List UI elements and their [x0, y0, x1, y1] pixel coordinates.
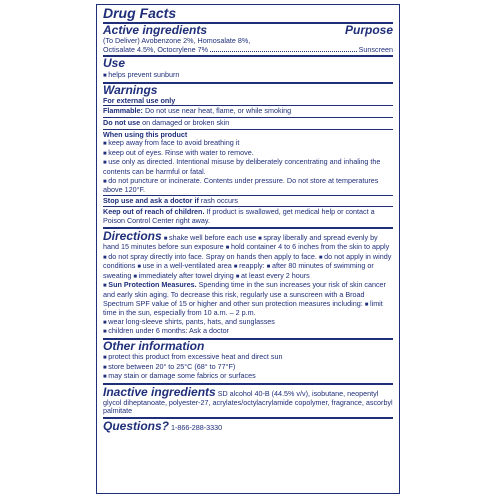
direction-item: ■ reapply: [234, 261, 265, 270]
questions-heading: Questions? [103, 419, 170, 433]
inactive-heading: Inactive ingredients [103, 384, 216, 399]
direction-item: ■ hold container 4 to 6 inches from the skin to apply [226, 242, 390, 251]
other-item: ■ store between 20° to 25°C (68° to 77°F) [103, 363, 393, 373]
active-line-2: Octisalate 4.5%, Octocrylene 7% [103, 44, 209, 54]
directions-heading: Directions [103, 228, 162, 243]
questions-section [103, 417, 393, 433]
use-item: ■ helps prevent sunburn [103, 70, 393, 82]
inactive-ingredients-section [103, 383, 393, 417]
direction-item: ■ shake well before each use [164, 233, 256, 242]
use-heading: Use [103, 56, 126, 71]
active-ingredients-section [103, 22, 393, 55]
directions-section [103, 227, 393, 339]
children-direction: ■ children under 6 months: Ask a doctor [103, 327, 393, 338]
panel-title: Drug Facts [103, 5, 177, 21]
direction-item: ■ do not spray directly into face. Spray on hands then apply to face. [103, 252, 317, 261]
when-using: When using this product ■ keep away from face to avoid breathing it ■ keep out of eyes. Rinse with water to remove. ■ use only as directed. Intentional misuse by deliberately concentrating and inhaling the contents can be harmful or fatal. ■ do not puncture or incinerate. Contents under pressure. Do not store at temperatures above 120°F. [103, 129, 393, 195]
drug-facts-panel [96, 4, 400, 494]
sun-protection-measures: ■ Sun Protection Measures. Spending time in the sun increases your risk of skin cancer and early skin aging. To decrease this risk, regularly use a sunscreen with a Broad Spectrum SPF value of 15 or higher and other sun protection measures including: ■ limit time in the sun, especially from 10 a.m. – 2 p.m. [103, 281, 393, 317]
warnings-section [103, 82, 393, 227]
other-item: ■ may stain or damage some fabrics or surfaces [103, 372, 393, 383]
stop-use-warning: Stop use and ask a doctor if rash occurs [103, 195, 393, 207]
purpose-value: Sunscreen [358, 44, 393, 54]
direction-item: ■ at least every 2 hours [236, 271, 310, 280]
purpose-heading: Purpose [344, 23, 393, 37]
flammable-warning: Flammable: Do not use near heat, flame, or while smoking [103, 105, 393, 117]
questions-phone: 1-866-288-3330 [171, 423, 223, 432]
other-heading: Other information [103, 339, 205, 354]
spm-item: ■ wear long-sleeve shirts, pants, hats, and sunglasses [103, 318, 393, 328]
direction-item: ■ immediately after towel drying [133, 271, 233, 280]
direction-item: ■ do not apply in windy conditions [103, 252, 391, 271]
do-not-use-warning: Do not use on damaged or broken skin [103, 117, 393, 129]
other-item: ■ protect this product from excessive heat and direct sun [103, 353, 393, 363]
leader-dots [210, 51, 357, 52]
when-item: ■ use only as directed. Intentional misuse by deliberately concentrating and inhaling the contents can be harmful or fatal. [103, 158, 393, 176]
direction-item: ■ spray liberally and spread evenly by hand 15 minutes before sun exposure [103, 233, 378, 252]
direction-item: ■ after 80 minutes of swimming or sweating [103, 261, 374, 280]
keep-out-warning: Keep out of reach of children. If product is swallowed, get medical help or contact a Poison Control Center right away. [103, 206, 393, 226]
when-item: ■ keep out of eyes. Rinse with water to remove. [103, 149, 393, 159]
when-item: ■ keep away from face to avoid breathing it [103, 139, 393, 149]
active-heading: Active ingredients [103, 23, 208, 37]
external-use: For external use only [103, 95, 176, 105]
direction-item: ■ use in a well-ventilated area [137, 261, 231, 270]
active-line-1: (To Deliver) Avobenzone 2%, Homosalate 8%, [103, 36, 251, 45]
warnings-heading: Warnings [103, 82, 158, 97]
other-information-section [103, 338, 393, 383]
use-section [103, 55, 393, 82]
inactive-text: SD alcohol 40-B (44.5% v/v), isobutane, neopentyl glycol diheptanoate, polyester-27, acrylates/octylacrylamide copolymer, fragrance, ascorbyl palmitate [103, 388, 393, 416]
when-item: ■ do not puncture or incinerate. Contents under pressure. Do not store at temperatures above 120°F. [103, 177, 393, 195]
